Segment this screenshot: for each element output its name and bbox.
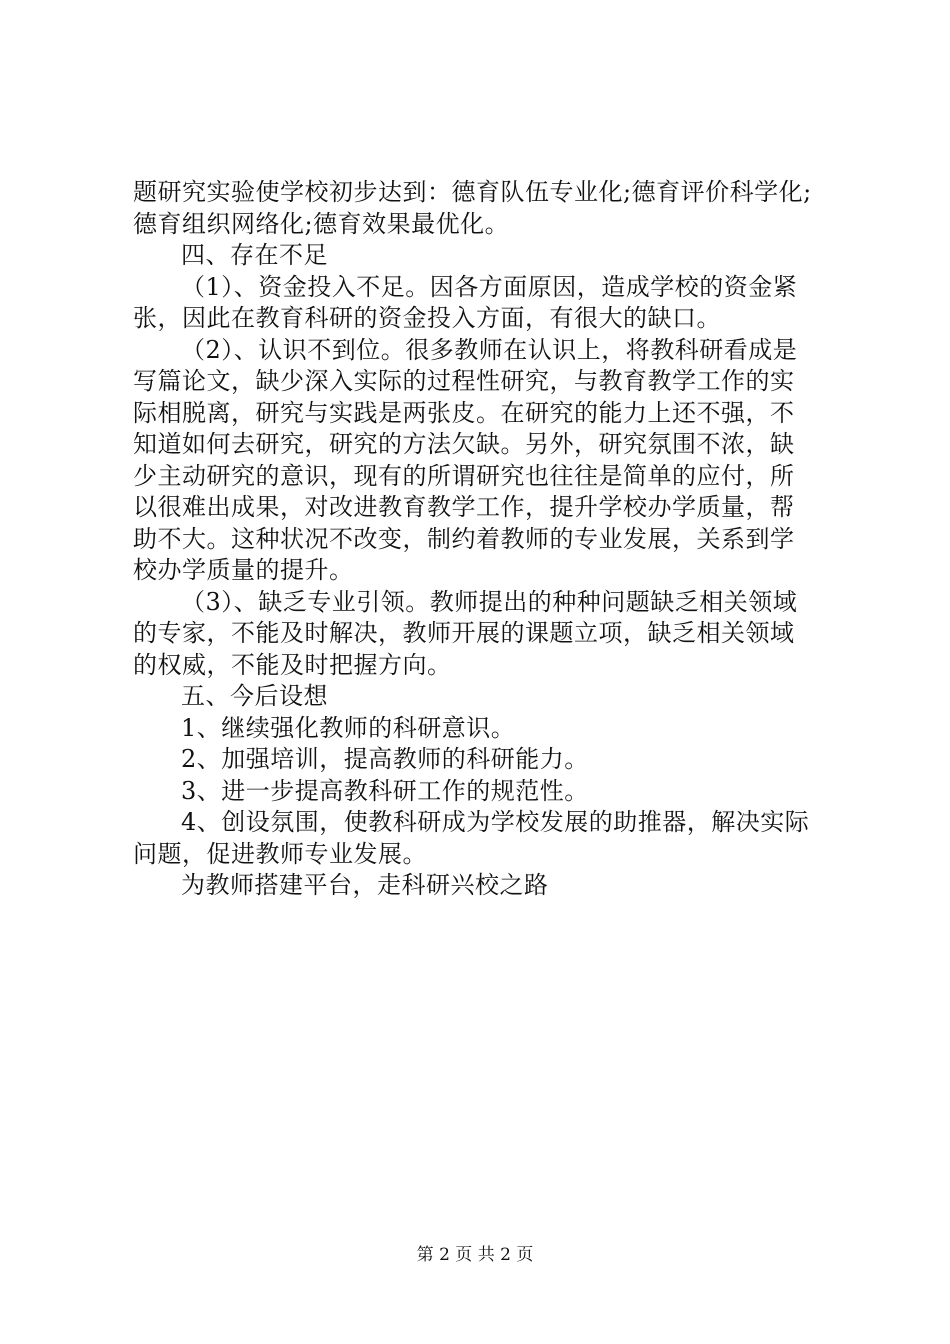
list-item: 4、创设氛围，使教科研成为学校发展的助推器，解决实际 <box>181 808 810 836</box>
paragraph-line: 校办学质量的提升。 <box>133 556 354 584</box>
section-heading: 四、存在不足 <box>181 241 328 269</box>
page-number-footer: 第 2 页 共 2 页 <box>416 1245 534 1265</box>
paragraph-line: 知道如何去研究，研究的方法欠缺。另外，研究氛围不浓，缺 <box>133 430 795 458</box>
paragraph-line: （3）、缺乏专业引领。教师提出的种种问题缺乏相关领域 <box>181 587 798 616</box>
list-item: 1、继续强化教师的科研意识。 <box>181 713 516 742</box>
paragraph-line: （1）、资金投入不足。因各方面原因，造成学校的资金紧 <box>181 272 798 301</box>
paragraph-line: 的专家，不能及时解决，教师开展的课题立项，缺乏相关领域 <box>133 619 795 647</box>
paragraph-line: 助不大。这种状况不改变，制约着教师的专业发展，关系到学 <box>133 524 795 553</box>
paragraph-line: 的权威，不能及时把握方向。 <box>133 650 452 679</box>
paragraph-line: 题研究实验使学校初步达到：德育队伍专业化;德育评价科学化; <box>133 178 812 206</box>
paragraph-line: 张，因此在教育科研的资金投入方面，有很大的缺口。 <box>133 304 721 332</box>
document-title-line: 为教师搭建平台，走科研兴校之路 <box>181 871 549 899</box>
paragraph-line: 际相脱离，研究与实践是两张皮。在研究的能力上还不强，不 <box>133 398 795 427</box>
paragraph-line: （2）、认识不到位。很多教师在认识上，将教科研看成是 <box>181 335 798 364</box>
paragraph-line: 以很难出成果，对改进教育教学工作，提升学校办学质量，帮 <box>133 493 795 521</box>
paragraph-line: 德育组织网络化;德育效果最优化。 <box>133 209 510 238</box>
paragraph-line: 写篇论文，缺少深入实际的过程性研究，与教育教学工作的实 <box>133 367 795 395</box>
list-item: 2、加强培训，提高教师的科研能力。 <box>181 745 589 773</box>
section-heading: 五、今后设想 <box>181 682 328 710</box>
document-body <box>133 177 845 902</box>
list-item: 3、进一步提高教科研工作的规范性。 <box>181 776 589 805</box>
paragraph-line: 少主动研究的意识，现有的所谓研究也往往是简单的应付，所 <box>133 461 795 490</box>
paragraph-line: 问题，促进教师专业发展。 <box>133 839 427 868</box>
